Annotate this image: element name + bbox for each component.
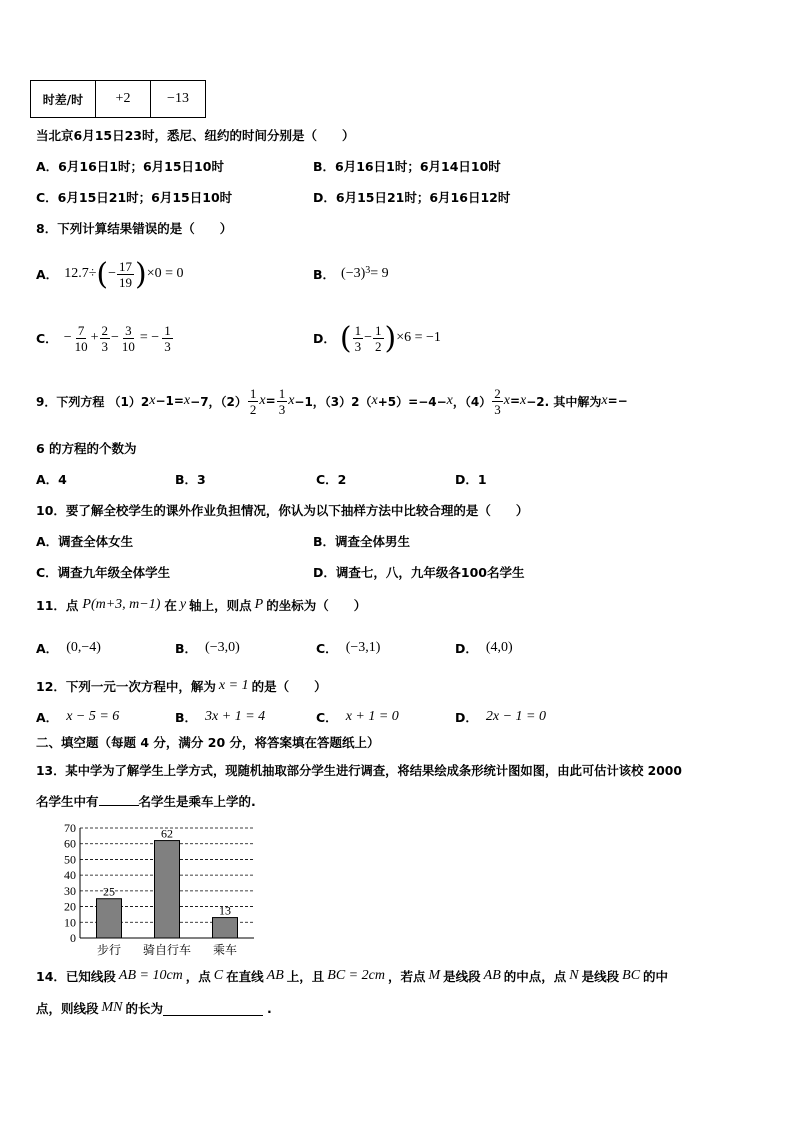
- q9-x9: x: [601, 393, 608, 408]
- q10-option-b: B．调查全体男生: [313, 534, 411, 549]
- chart-y-tick-label: 20: [64, 899, 76, 914]
- table-row: [31, 81, 206, 118]
- q9-f2d: 3: [278, 401, 286, 417]
- q8-d-f1d: 3: [354, 338, 362, 354]
- q10-stem: 10．要了解全校学生的课外作业负担情况，你认为以下抽样方法中比较合理的是（ ）: [36, 503, 529, 518]
- chart-x-labels: [97, 942, 237, 957]
- q9-f2n: 1: [278, 385, 286, 401]
- q9-p5: −1，（3）2（: [294, 394, 372, 409]
- q11-a-label: A．: [36, 641, 59, 656]
- q7-option-a: A．6月16日1时；6月15日10时: [36, 159, 224, 174]
- q11-axis: y: [179, 597, 187, 612]
- time-difference-table: [30, 80, 206, 118]
- q11-stem: [36, 596, 366, 614]
- q11-option-c: [316, 639, 380, 657]
- chart-bar: [97, 899, 122, 938]
- q8-b-post: = 9: [370, 266, 389, 281]
- q12-b-label: B．: [175, 710, 198, 725]
- q8-b-expr: (−3): [341, 266, 366, 281]
- chart-y-tick-label: 50: [64, 852, 76, 867]
- q8-a-num: 17: [119, 258, 132, 274]
- q9-p7: ，（4）: [452, 394, 492, 409]
- q8-c-f1n: 7: [77, 322, 85, 338]
- chart-data-label: 25: [103, 884, 115, 899]
- q14-answer-blank[interactable]: [163, 1001, 263, 1016]
- q8-c-f2d: 3: [101, 338, 108, 354]
- q12-stem: [36, 677, 327, 695]
- table-cell-sydney: +2: [96, 81, 151, 118]
- q10-option-a: A．调查全体女生: [36, 534, 134, 549]
- q8-c-f3n: 3: [125, 322, 132, 338]
- q8-c-f1d: 10: [74, 338, 88, 354]
- chart-data-label: 13: [219, 903, 231, 918]
- q8-d-f2n: 1: [375, 322, 382, 338]
- q9-frac1: [248, 386, 259, 417]
- q8-a-label: A．: [36, 267, 59, 282]
- q11-d-label: D．: [455, 641, 478, 656]
- q8-a-post: ×0 = 0: [146, 266, 184, 281]
- q7-option-c: C．6月15日21时；6月15日10时: [36, 190, 233, 205]
- q14-line1: [36, 967, 668, 985]
- q9-stem-line1: [36, 381, 628, 421]
- q8-b-label: B．: [313, 267, 336, 282]
- q14-ab-seg: AB: [483, 968, 501, 983]
- chart-x-label: 乘车: [212, 943, 238, 957]
- q8-c-frac2: [100, 323, 111, 354]
- q8-d-op: −: [364, 330, 373, 345]
- q8-c-label: C．: [36, 331, 58, 346]
- q8-stem: 8．下列计算结果错误的是（ ）: [36, 221, 233, 236]
- table-cell-newyork: −13: [151, 81, 206, 118]
- q9-p8: =: [509, 394, 521, 408]
- q12-pre: 12．下列一元一次方程中，解为: [36, 679, 216, 694]
- q12-option-c: [316, 708, 399, 726]
- q8-a-den: 19: [119, 274, 132, 290]
- chart-x-label: 步行: [96, 943, 122, 957]
- q8-d-f1n: 1: [354, 322, 362, 338]
- chart-data-label: 62: [161, 826, 173, 841]
- q14-t1: ，点: [185, 969, 211, 984]
- q8-a-neg: −: [108, 266, 116, 281]
- q12-eq: x = 1: [218, 678, 249, 693]
- q11-pre: 11．点: [36, 598, 79, 613]
- q14-ab-line: AB: [266, 968, 284, 983]
- bar-chart: [40, 818, 280, 960]
- q8-d-label: D．: [313, 331, 336, 346]
- q11-post: 轴上，则点: [189, 598, 252, 613]
- q14-line2-mid: 的长为: [125, 1001, 164, 1016]
- q12-d-label: D．: [455, 710, 478, 725]
- q9-f3d: 3: [494, 401, 501, 417]
- q11-end: 的坐标为（ ）: [266, 598, 367, 613]
- q11-b-label: B．: [175, 641, 198, 656]
- q9-option-d: D．1: [455, 472, 487, 487]
- q8-d-frac2: [373, 323, 384, 354]
- q11-option-a: [36, 639, 101, 657]
- q9-x1: x: [149, 393, 156, 408]
- q8-c-f4n: 1: [164, 322, 171, 338]
- q12-option-a: [36, 708, 119, 726]
- q8-c-f3d: 10: [121, 338, 135, 354]
- q8-option-d: [313, 316, 441, 360]
- q11-p: P: [254, 597, 264, 612]
- q14-bc-seg: BC: [622, 968, 641, 983]
- q12-post: 的是（ ）: [251, 679, 327, 694]
- q12-b-value: 3x + 1 = 4: [205, 709, 266, 724]
- q14-pre: 14．已知线段: [36, 969, 116, 984]
- chart-bars: [97, 841, 238, 938]
- chart-y-tick-label: 0: [70, 931, 76, 945]
- chart-x-label: 骑自行车: [142, 943, 192, 957]
- q9-stem-line2: 6 的方程的个数为: [36, 441, 137, 456]
- q14-n: N: [569, 968, 579, 983]
- q8-option-b: [313, 262, 389, 286]
- q13-line2-pre: 名学生中有: [36, 794, 99, 809]
- q9-frac2: [277, 386, 288, 417]
- q8-d-f2d: 2: [375, 338, 382, 354]
- q8-c-f4d: 3: [164, 338, 171, 354]
- q9-option-a: A．4: [36, 472, 67, 487]
- q12-a-label: A．: [36, 710, 59, 725]
- q9-p2: −1=: [155, 394, 184, 408]
- q8-a-rparen: ): [135, 256, 147, 292]
- q9-f1d: 2: [249, 401, 257, 417]
- q9-x8: x: [520, 393, 527, 408]
- q14-t4: ，若点: [387, 969, 426, 984]
- q8-d-frac1: [353, 323, 364, 354]
- q12-option-b: [175, 708, 265, 726]
- q14-mn: MN: [101, 1000, 123, 1015]
- chart-y-tick-label: 10: [64, 915, 76, 930]
- q14-c: C: [213, 968, 224, 983]
- q14-t6: 的中点，点: [503, 969, 567, 984]
- q7-option-d: D．6月15日21时；6月16日12时: [313, 190, 511, 205]
- q8-c-eq: = −: [139, 330, 160, 345]
- q7-option-b: B．6月16日1时；6月14日10时: [313, 159, 501, 174]
- q8-c-neg: −: [63, 330, 72, 345]
- chart-y-ticks: [64, 821, 76, 945]
- q14-t8: 的中: [643, 969, 669, 984]
- chart-y-tick-label: 40: [64, 868, 76, 883]
- q13-answer-blank[interactable]: [99, 805, 139, 806]
- q9-p10: =−: [607, 394, 628, 408]
- q10-option-d: D．调查七，八，九年级各100名学生: [313, 565, 525, 580]
- q8-d-post: ×6 = −1: [396, 330, 441, 345]
- chart-y-tick-label: 30: [64, 883, 76, 898]
- q11-d-value: (4,0): [485, 640, 513, 655]
- q9-x6: x: [446, 393, 453, 408]
- q8-option-c: [36, 318, 174, 358]
- q9-option-b: B．3: [175, 472, 206, 487]
- q14-t2: 在直线: [226, 969, 264, 984]
- q8-c-frac4: [162, 323, 173, 354]
- q11-c-value: (−3,1): [345, 640, 381, 655]
- q14-bc: BC = 2cm: [327, 968, 385, 983]
- q11-point: P(m+3, m−1): [82, 597, 161, 612]
- q12-c-value: x + 1 = 0: [345, 709, 399, 724]
- chart-y-tick-label: 70: [64, 821, 76, 835]
- q8-c-frac1: [73, 323, 90, 354]
- q8-d-lparen: (: [339, 320, 352, 356]
- q13-line1: 13．某中学为了解学生上学方式，现随机抽取部分学生进行调查，将结果绘成条形统计图如图，由此可估计该校 2000: [36, 764, 682, 778]
- q9-frac3: [492, 386, 503, 417]
- q12-d-value: 2x − 1 = 0: [485, 709, 546, 724]
- section-heading: 二、填空题（每题 4 分，满分 20 分，将答案填在答题纸上）: [36, 735, 380, 750]
- q11-option-b: [175, 639, 240, 657]
- q7-stem: 当北京6月15日23时，悉尼、纽约的时间分别是（ ）: [36, 128, 355, 143]
- q9-x4: x: [288, 393, 295, 408]
- q14-t3: 上，且: [286, 969, 325, 984]
- q8-c-op1: +: [90, 330, 99, 345]
- q9-p3: −7，（2）: [190, 394, 247, 409]
- q8-c-op2: −: [111, 330, 119, 345]
- q11-a-value: (0,−4): [66, 640, 101, 655]
- q14-line2: [36, 999, 272, 1017]
- q9-p6: +5）=−4−: [377, 394, 447, 409]
- q8-c-f2n: 2: [101, 322, 108, 338]
- q9-x7: x: [503, 393, 510, 408]
- q8-a-fraction: [117, 259, 134, 290]
- q11-b-value: (−3,0): [205, 640, 240, 655]
- chart-bar: [155, 841, 180, 938]
- q11-c-label: C．: [316, 641, 338, 656]
- q9-x5: x: [371, 393, 378, 408]
- q13-line2-post: 名学生是乘车上学的.: [138, 794, 256, 809]
- q8-a-lparen: (: [96, 256, 109, 292]
- q8-b-exp: 3: [365, 264, 371, 276]
- q13-line2: [36, 792, 256, 810]
- chart-bar: [213, 918, 238, 938]
- q12-a-value: x − 5 = 6: [66, 709, 120, 724]
- q8-d-rparen: ): [384, 320, 397, 356]
- q14-t7: 是线段: [581, 969, 620, 984]
- q8-c-frac3: [120, 323, 137, 354]
- q12-option-d: [455, 708, 546, 726]
- q8-a-pre: 12.7÷: [64, 266, 97, 281]
- q9-x2: x: [183, 393, 191, 408]
- q14-m: M: [428, 968, 441, 983]
- q14-ab: AB = 10cm: [118, 968, 183, 983]
- q8-option-a: [36, 252, 184, 296]
- chart-y-tick-label: 60: [64, 836, 76, 851]
- q14-line2-end: .: [267, 1000, 272, 1016]
- q14-line2-pre: 点，则线段: [36, 1001, 99, 1016]
- q12-c-label: C．: [316, 710, 338, 725]
- q9-p4: =: [265, 394, 276, 408]
- q10-option-c: C．调查九年级全体学生: [36, 565, 171, 580]
- q9-option-c: C．2: [316, 472, 347, 487]
- q14-t5: 是线段: [443, 969, 481, 984]
- q9-p1: 9．下列方程 （1）2: [36, 394, 150, 409]
- q9-x3: x: [259, 393, 266, 408]
- q11-mid: 在: [164, 598, 177, 613]
- q9-f3n: 2: [494, 385, 501, 401]
- q9-p9: −2. 其中解为: [526, 394, 602, 409]
- q9-f1n: 1: [249, 385, 257, 401]
- q11-option-d: [455, 639, 513, 657]
- table-header-cell: 时差/时: [31, 81, 96, 118]
